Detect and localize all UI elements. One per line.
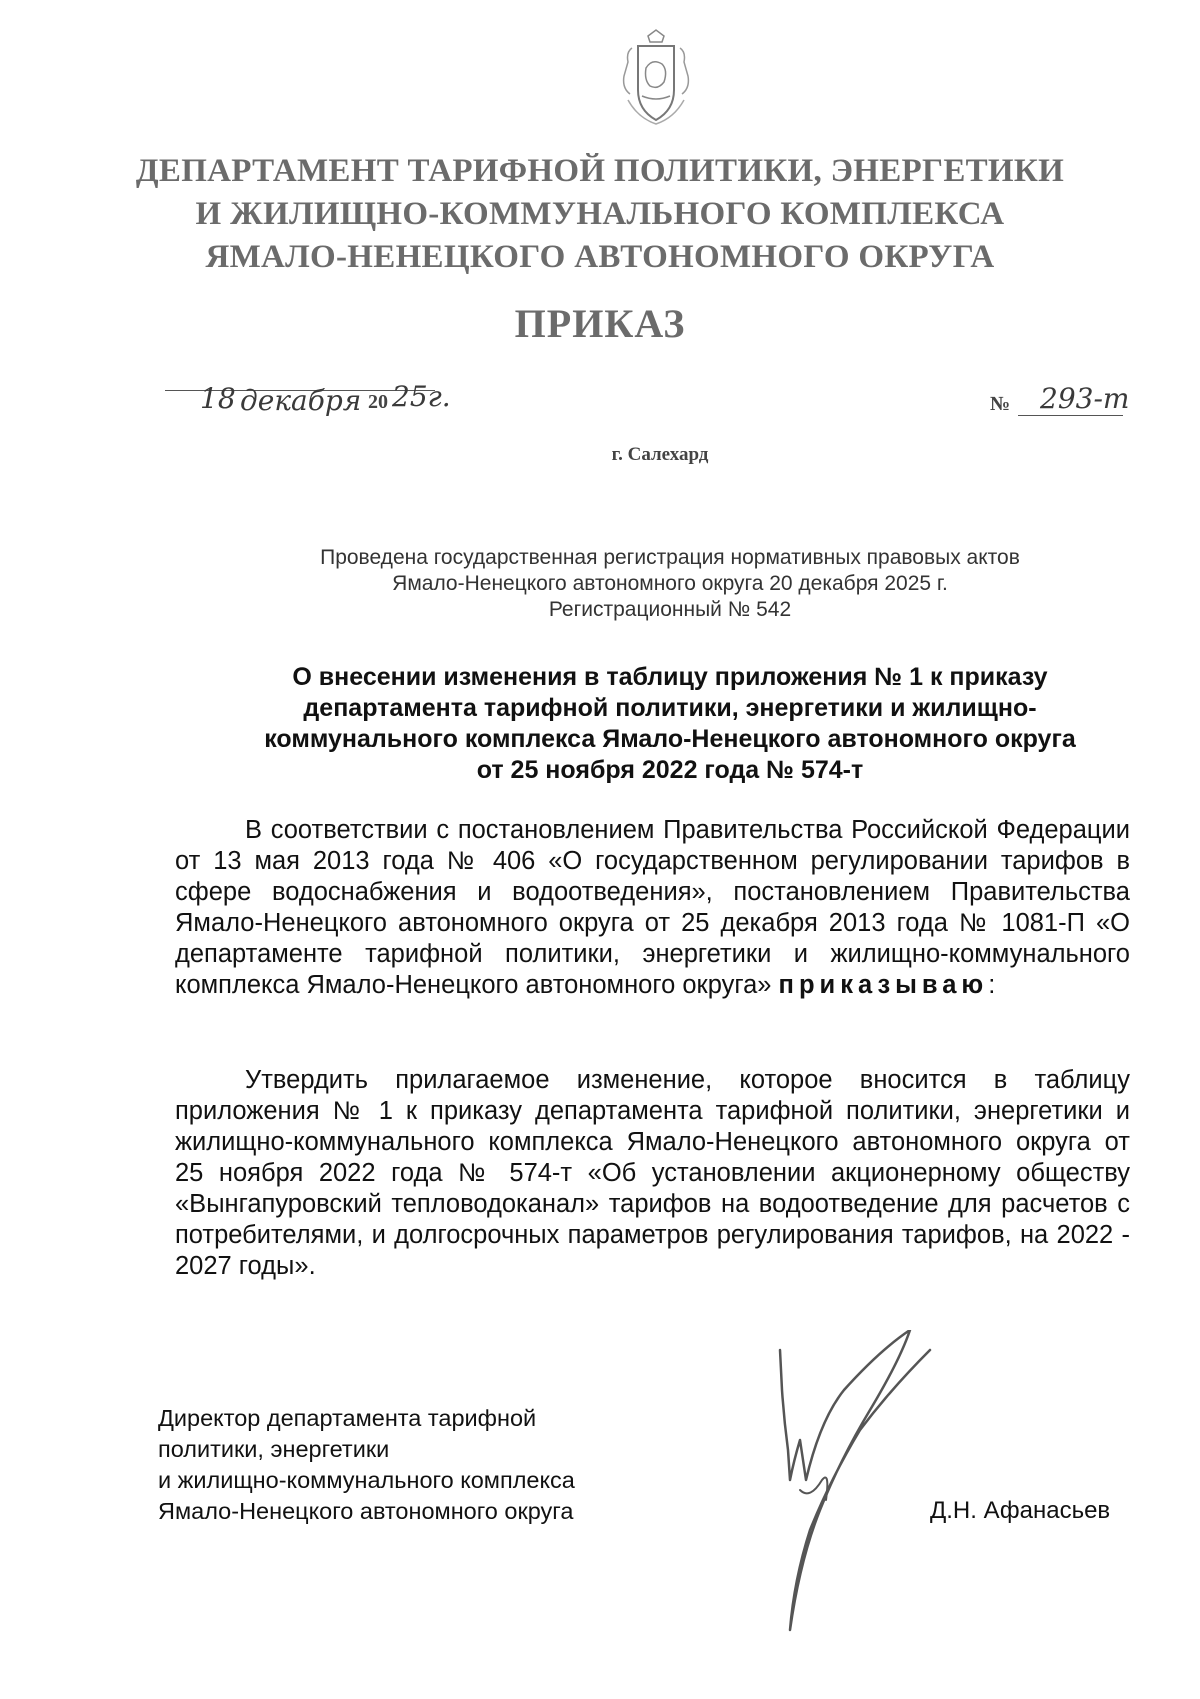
title-line: департамента тарифной политики, энергетики и жилищно- [303,694,1037,722]
order-number: 293-т [1040,382,1130,415]
signatory-name: Д.Н. Афанасьев [930,1497,1111,1524]
registration-line: Проведена государственная регистрация нормативных правовых актов [320,546,1020,569]
paragraph-1-text: В соответствии с постановлением Правительства Российской Федерации от 13 мая 2013 года № 406 «О государственном регулировании тарифов в сфере водоснабжения и водоотведения», постановлением Правительства Ямало-Ненецкого автономного округа от 25 декабря 2013 года № 1081-П «О департаменте тарифной политики, энергетики и жилищно-коммунального комплекса Ямало-Ненецкого автономного округа» [175,816,1130,999]
document-title [200,662,1140,786]
registration-note [170,545,1170,623]
signatory-position-line: политики, энергетики [158,1436,390,1462]
signatory-position-line: Ямало-Ненецкого автономного округа [158,1498,574,1524]
date-day: 18 [200,382,236,415]
city: г. Салехард [611,444,709,465]
body-paragraph-2 [175,1065,1130,1282]
department-line: ДЕПАРТАМЕНТ ТАРИФНОЙ ПОЛИТИКИ, ЭНЕРГЕТИКИ [135,153,1065,189]
title-line: О внесении изменения в таблицу приложения № 1 к приказу [292,663,1048,691]
date-year-prefix: 20 [368,391,388,413]
department-header [0,150,1200,279]
coat-of-arms-emblem [618,28,694,128]
registration-line: Ямало-Ненецкого автономного округа 20 декабря 2025 г. [392,572,948,595]
signatory-position-line: Директор департамента тарифной [158,1405,537,1431]
order-word: приказываю [778,971,989,999]
body-paragraph-1 [175,815,1130,1001]
title-line: коммунального комплекса Ямало-Ненецкого автономного округа [264,725,1076,753]
title-line: от 25 ноября 2022 года № 574-т [476,756,864,784]
handwritten-signature [760,1330,960,1660]
registration-line: Регистрационный № 542 [548,598,792,621]
signatory-position-line: и жилищно-коммунального комплекса [158,1467,575,1493]
paragraph-2-text: Утвердить прилагаемое изменение, которое вносится в таблицу приложения № 1 к приказу департамента тарифной политики, энергетики и жилищно-коммунального комплекса Ямало-Ненецкого автономного округа от 25 ноября 2022 года № 574-т «Об установлении акционерному обществу «Вынгапуровский тепловодоканал» тарифов на водоотведение для расчетов с потребителями, и долгосрочных параметров регулирования тарифов, на 2022 - 2027 годы». [175,1066,1130,1280]
department-line: И ЖИЛИЩНО-КОММУНАЛЬНОГО КОМПЛЕКСА [195,196,1005,232]
signatory-position [158,1403,575,1527]
date-year-suffix: 25г. [392,380,451,413]
paragraph-1-end: : [988,971,996,999]
department-line: ЯМАЛО-НЕНЕЦКОГО АВТОНОМНОГО ОКРУГА [205,239,995,275]
number-label: № [990,393,1011,415]
number-underline [1018,415,1123,416]
document-type-heading: ПРИКАЗ [514,301,686,346]
date-month: декабря [240,384,362,417]
